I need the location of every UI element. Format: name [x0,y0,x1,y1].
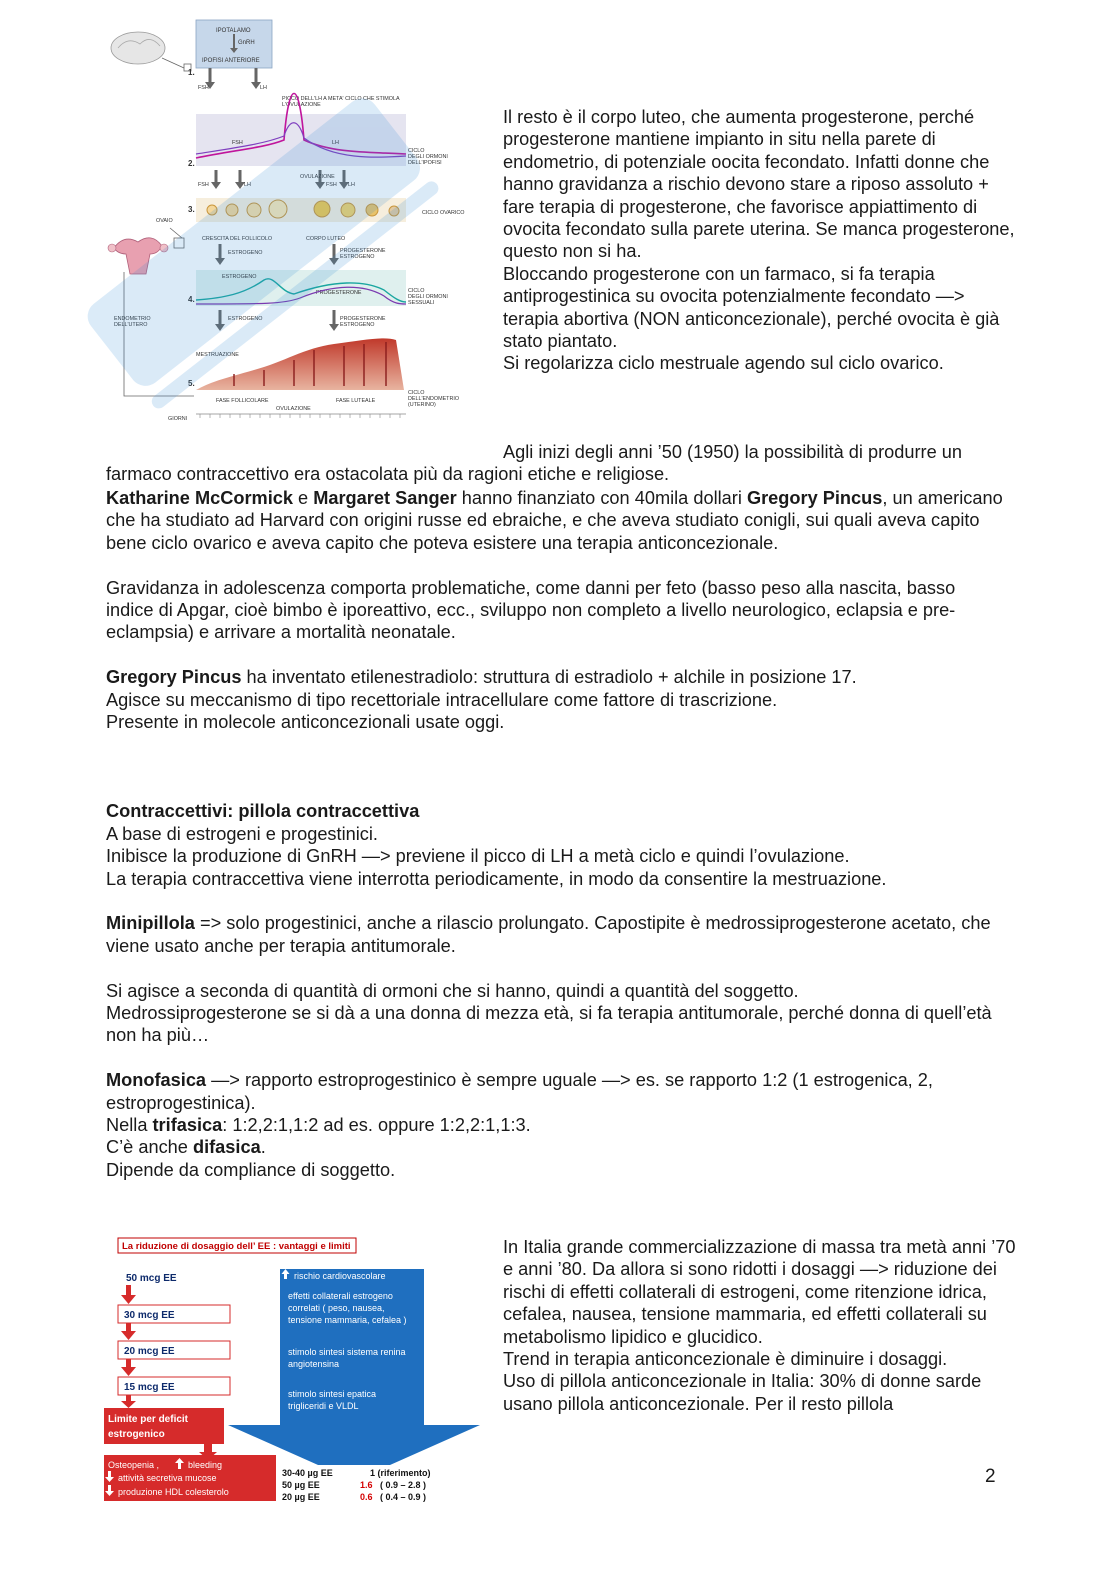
paragraph: In Italia grande commercializzazione di massa tra metà anni ’70 e anni ’80. Da allora si sono ridotti i dosaggi —> riduzione dei rischi di effetti collaterali di estrogeni, come ritenzione idrica, cefalea, nausea, tensione mammaria, ed effetti collaterali su metabolismo lipidico e glucidico. [503,1237,1016,1347]
prog-estr-label-2b: ESTROGENO [340,322,375,328]
figure-title: La riduzione di dosaggio dell’ EE : vantaggi e limiti [122,1241,351,1252]
lh-curve-label: LH [332,140,339,146]
paragraph: La terapia contraccettiva viene interrotta periodicamente, in modo da consentire la mestruazione. [106,868,887,889]
endometrial-cycle-label: CICLO [408,390,425,396]
fsh-curve-label: FSH [232,140,243,146]
inline-text: : 1:2,2:1,1:2 ad es. oppure 1:2,2:1,1:3. [222,1115,531,1136]
prog-estr-label-2: PROGESTERONE [340,316,386,322]
endometrium-layer [196,338,404,390]
ovarian-cycle-label: CICLO OVARICO [422,210,465,216]
inline-text: hanno finanziato con 40mila dollari [456,488,747,508]
follicle-growth-label: CRESCITA DEL FOLLICOLO [202,236,273,242]
paragraph: Medrossiprogesterone se si dà a una donna di mezza età, si fa terapia antitumorale, perché donna di quell’età non ha più… [106,1003,992,1046]
table-row-dose: 20 µg EE [282,1492,320,1502]
bold-term: Minipillola [106,913,195,934]
table-row-range: ( 0.4 – 0.9 ) [380,1492,427,1502]
bold-name: Gregory Pincus [106,667,242,688]
days-label: GIORNI [168,416,188,422]
step-3-label: 3. [188,205,195,214]
osteopenia-label: Osteopenia , [108,1460,160,1470]
lh-label-mid: LH [244,182,251,188]
dose-30: 30 mcg EE [124,1310,175,1321]
history-paragraph: Agli inizi degli anni ’50 (1950) la possibilità di produrre un farmaco contraccettivo era ostacolata più da ragioni etiche e religiose. [106,442,962,485]
estrogen-label-1: ESTROGENO [228,250,263,256]
estrogen-curve-label: ESTROGENO [222,274,257,280]
progesterone-curve-label: PROGESTERONE [316,290,362,296]
corpus-luteum-label: CORPO LUTEO [306,236,346,242]
endometrial-cycle-label-3: (UTERINO) [408,402,436,408]
dose-50: 50 mcg EE [126,1273,177,1284]
bleeding-label: bleeding [188,1460,223,1470]
monophasic-paragraph [106,1069,1006,1114]
bold-term: difasica [192,1137,261,1158]
luteal-phase-label: FASE LUTEALE [336,398,376,404]
paragraph: Trend in terapia anticoncezionale è diminuire i dosaggi. [503,1349,948,1370]
table-row-dose: 30-40 µg EE [282,1468,333,1478]
minipill-paragraph [106,912,1006,957]
pituitary-cycle-label-3: DELL'IPOFISI [408,160,442,166]
prog-estr-label-1b: ESTROGENO [340,254,375,260]
anterior-pituitary-label: IPOFISI ANTERIORE [202,58,260,64]
section-heading [106,800,1006,822]
table-row-range: ( 0.9 – 2.8 ) [380,1480,427,1490]
paragraph: Il resto è il corpo luteo, che aumenta progesterone, perché progesterone mantiene impianto in situ nella parete di endometrio, di potenziale oocita fecondato. Infatti donne che hanno gravidanza a rischio devono stare a riposo assoluto + fare terapia di progesterone, che favorisce appiattimento di ovocita fecondato sulla parete uterina. Se manca progesterone, questo non si ha. [503,107,1015,262]
main-text-column [106,487,1006,1181]
ovary-label: OVAIO [156,218,173,224]
corpus-luteum-text [503,106,1018,375]
ovulation-label: OVULAZIONE [300,174,335,180]
italy-text [503,1236,1018,1415]
bold-term: trifasica [152,1115,223,1136]
lh-label-mid-2: LH [348,182,355,188]
table-row-dose: 50 µg EE [282,1480,320,1490]
cycle-diagram-svg [104,18,480,428]
pincus-paragraph [106,666,1006,688]
mucous-secretion-label: attività secretiva mucose [118,1473,217,1483]
table-row-value: 1.6 [360,1480,373,1490]
limit-label-1: Limite per deficit [108,1414,189,1425]
gnrh-label: GnRH [238,40,255,46]
menstruation-label: MESTRUAZIONE [196,352,239,358]
paragraph: Presente in molecole anticoncezionali usate oggi. [106,712,505,733]
dose-20: 20 mcg EE [124,1346,175,1357]
funding-paragraph [106,487,1006,554]
adolescence-paragraph: Gravidanza in adolescenza comporta problematiche, come danni per feto (basso peso alla nascita, basso indice di Apgar, cioè bimbo è iporeattivo, ecc., sviluppo non completo a livello neurologico, eclapsia e pre-eclampsia) e arrivare a mortalità neonatale. [106,577,956,643]
inline-text: —> rapporto estroprogestinico è sempre uguale —> es. se rapporto 1:2 (1 estrogenica, 2, estroprogestinica). [106,1070,933,1113]
dose-15: 15 mcg EE [124,1382,175,1393]
prog-estr-label-1: PROGESTERONE [340,248,386,254]
hypothalamus-label: IPOTALAMO [216,28,251,34]
paragraph: Agisce su meccanismo di tipo recettoriale intracellulare come fattore di trascrizione. [106,689,778,710]
advantage-3b: angiotensina [288,1359,340,1369]
step-4-label: 4. [188,295,195,304]
bold-name: Katharine McCormick [106,488,293,508]
paragraph: Inibisce la produzione di GnRH —> previene il picco di LH a metà ciclo e quindi l’ovulazione. [106,846,850,867]
paragraph: Si agisce a seconda di quantità di ormoni che si hanno, quindi a quantità del soggetto. [106,980,799,1001]
bold-term: Monofasica [106,1070,207,1091]
step-2-label: 2. [188,159,195,168]
heading-text: Contraccettivi: pillola contraccettiva [106,801,420,822]
inline-text: , un americano che ha studiato ad Harvard con origini russe ed ebraiche, e che aveva studiato conigli, sui quali aveva capito bene ciclo ovarico e aveva capito che poteva esistere una terapia anticoncezionale. [106,488,1003,553]
paragraph: Uso di pillola anticoncezionale in Italia: 30% di donne sarde usano pillola anticoncezionale. Per il resto pillola [503,1371,982,1414]
brain-icon [111,32,165,64]
advantage-2a: effetti collaterali estrogeno [288,1291,393,1301]
inline-text: ha inventato etilenestradiolo: struttura di estradiolo + alchile in posizione 17. [241,667,857,688]
sex-cycle-label-2: DEGLI ORMONI [408,294,448,300]
biphasic-paragraph [106,1136,1006,1158]
sex-cycle-label-3: SESSUALI [408,300,435,306]
hdl-label: produzione HDL colesterolo [118,1487,229,1497]
uterus-icon [108,238,168,274]
lh-label-top: LH [260,85,267,91]
sex-cycle-label: CICLO [408,288,425,294]
lh-peak-note-2: L'OVULAZIONE [282,102,321,108]
inline-text: e [292,488,314,508]
fsh-label-mid: FSH [198,182,209,188]
inline-text: . [260,1137,266,1158]
endometrium-label-2: DELL'UTERO [114,322,148,328]
dosage-infographic-svg [104,1233,484,1505]
endometrial-cycle-label-2: DELL'ENDOMETRIO [408,396,460,402]
inline-text: C’è anche [106,1137,193,1158]
triphasic-paragraph [106,1114,1006,1136]
ee-dosage-figure [104,1233,484,1505]
fsh-label-top: FSH [198,85,209,91]
fsh-label-mid-2: FSH [326,182,337,188]
inline-text: Nella [106,1115,153,1136]
follicular-phase-label: FASE FOLLICOLARE [216,398,269,404]
advantage-1: rischio cardiovascolare [294,1271,386,1281]
lh-peak-note: PICCO DELL'LH A META' CICLO CHE STIMOLA [282,96,400,102]
advantage-2c: tensione mammaria, cefalea ) [288,1315,407,1325]
advantage-3a: stimolo sintesi sistema renina [288,1347,406,1357]
estrogen-label-2: ESTROGENO [228,316,263,322]
paragraph: Si regolarizza ciclo mestruale agendo sul ciclo ovarico. [503,353,944,374]
limit-label-2: estrogenico [108,1429,165,1440]
advantage-2b: correlati ( peso, nausea, [288,1303,385,1313]
pituitary-cycle-label: CICLO [408,148,425,154]
page-number: 2 [985,1466,996,1487]
inline-text: => solo progestinici, anche a rilascio prolungato. Capostipite è medrossiprogesterone acetato, che viene usato anche per terapia antitumorale. [106,913,991,956]
pituitary-cycle-label-2: DEGLI ORMONI [408,154,448,160]
paragraph: Bloccando progesterone con un farmaco, si fa terapia antiprogestinica su ovocita potenzialmente fecondato —> terapia abortiva (NON anticoncezionale), perché ovocita è già stato piantato. [503,263,1000,352]
table-row-value: 1 (riferimento) [370,1468,431,1478]
bold-name: Margaret Sanger [313,488,457,508]
advantage-4b: trigliceridi e VLDL [288,1401,359,1411]
paragraph: A base di estrogeni e progestinici. [106,823,378,844]
step-1-label: 1. [188,68,195,77]
endometrium-label: ENDOMETRIO [114,316,151,322]
paragraph: Dipende da compliance di soggetto. [106,1159,396,1180]
menstrual-cycle-figure [104,18,480,428]
ovulation-axis-label: OVULAZIONE [276,406,311,412]
advantage-4a: stimolo sintesi epatica [288,1389,377,1399]
step-5-label: 5. [188,379,195,388]
table-row-value: 0.6 [360,1492,373,1502]
bold-name: Gregory Pincus [746,488,883,508]
